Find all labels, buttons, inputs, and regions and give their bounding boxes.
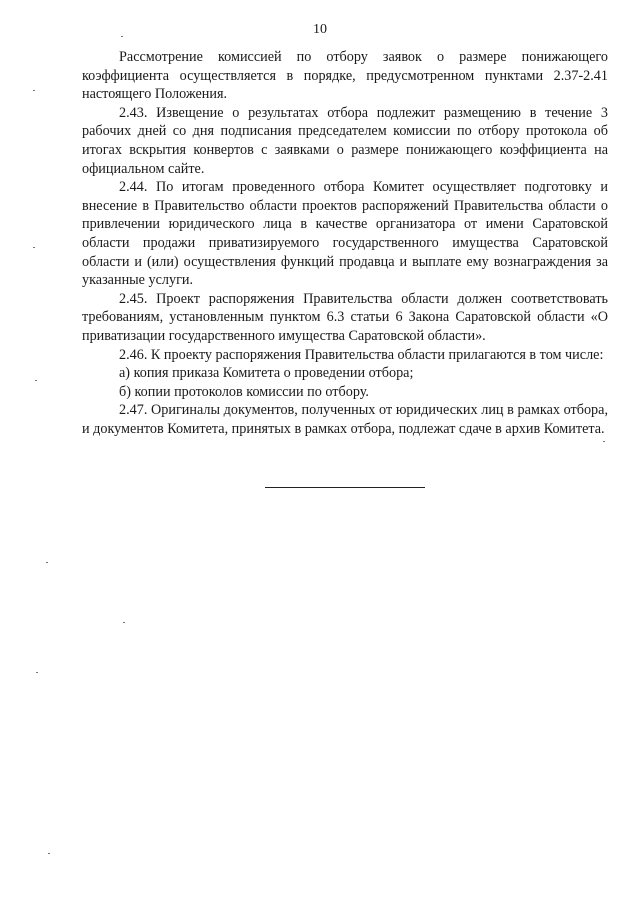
end-divider-line — [265, 487, 425, 488]
scan-speck — [48, 853, 50, 854]
document-body — [82, 48, 608, 438]
scan-speck — [123, 622, 125, 623]
paragraph-2-43: 2.43. Извещение о результатах отбора подлежит размещению в течение 3 рабочих дней со дня подписания председателем комиссии по отбору протокола об итогах вскрытия конвертов с заявками о размере понижающего коэффициента на официальном сайте. — [82, 104, 608, 177]
scan-speck — [603, 441, 605, 442]
scan-speck — [33, 90, 35, 91]
paragraph-2-44: 2.44. По итогам проведенного отбора Комитет осуществляет подготовку и внесение в Правительство области проектов распоряжений Правительства области о привлечении юридического лица в качестве организатора от имени Саратовской области продажи приватизируемого государственного имущества Саратовской области и (или) осуществления функций продавца и выплате ему вознаграждения за указанные услуги. — [82, 179, 608, 289]
paragraph-2-47: 2.47. Оригиналы документов, полученных от юридических лиц в рамках отбора, и документов Комитета, принятых в рамках отбора, подлежат сдаче в архив Комитета. — [82, 402, 608, 437]
scan-speck — [35, 380, 37, 381]
paragraph-2-45: 2.45. Проект распоряжения Правительства области должен соответствовать требованиям, установленным пунктом 6.3 статьи 6 Закона Саратовской области «О приватизации государственного имущества Саратовской области». — [82, 290, 608, 344]
scan-speck — [33, 247, 35, 248]
paragraph-2-46: 2.46. К проекту распоряжения Правительства области прилагаются в том числе: — [119, 346, 604, 363]
scan-speck — [121, 36, 123, 37]
page-number: 10 — [313, 22, 327, 37]
paragraph-review-procedure: Рассмотрение комиссией по отбору заявок о размере понижающего коэффициента осуществляется в порядке, предусмотренном пунктами 2.37-2.41 настоящего Положения. — [82, 49, 608, 103]
scan-speck — [36, 672, 38, 673]
list-item-a: а) копия приказа Комитета о проведении отбора; — [119, 365, 414, 382]
scan-speck — [46, 562, 48, 563]
list-item-b: б) копии протоколов комиссии по отбору. — [119, 383, 369, 400]
